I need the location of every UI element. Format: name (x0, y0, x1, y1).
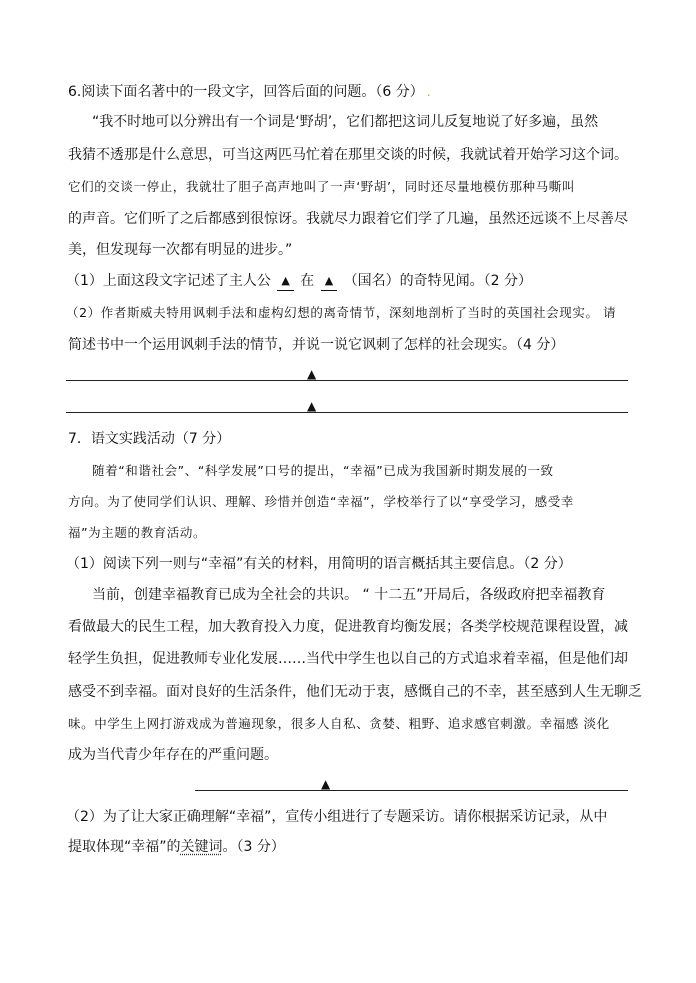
q7-sub2-line-1: （2）为了让大家正确理解“幸福”，宣传小组进行了专题采访。请你根据采访记录，从中 (66, 809, 608, 825)
q7-sub2-text-c: 。（3 分） (222, 839, 285, 855)
answer-blank-2[interactable] (321, 272, 337, 291)
q7-title: 7．语文实践活动（7 分） (68, 431, 231, 447)
q7-sub2-text-a: 提取体现“幸福”的 (68, 839, 181, 855)
q7-intro-line-2: 方向。为了使同学们认识、理解、珍惜并创造“幸福”，学校举行了以“享受学习，感受幸 (68, 494, 574, 509)
q6-sub2-line-1: （2）作者斯威夫特用讽刺手法和虚构幻想的离奇情节，深刻地剖析了当时的英国社会现实。 请 (66, 305, 617, 320)
q7-material-line-4: 感受不到幸福。面对良好的生活条件，他们无动于衷，感慨自己的不幸，甚至感到人生无聊乏 (68, 684, 642, 700)
q6-passage-line-1: “我不时地可以分辨出有一个词是‘野胡’，它们都把这词儿反复地说了好多遍，虽然 (92, 114, 599, 130)
q6-sub1-part1: （1）上面这段文字记述了主人公 (66, 273, 271, 289)
answer-mark: ▲ (321, 777, 331, 791)
answer-mark: ▲ (281, 274, 290, 287)
answer-line-q6-2[interactable] (66, 412, 628, 413)
q6-sub1-part3: （国名）的奇特见闻。（2 分） (343, 273, 533, 289)
q6-sub1 (66, 272, 632, 291)
q7-intro-line-3: 福”为主题的教育活动。 (68, 525, 207, 540)
q6-title: 6.阅读下面名著中的一段文字，回答后面的问题。（6 分） (68, 84, 424, 100)
q6-passage-line-2: 我猜不透那是什么意思，可当这两匹马忙着在那里交谈的时候，我就试着开始学习这个词。 (68, 147, 628, 163)
q7-material-line-5: 味。中学生上网打游戏成为普遍现象，很多人自私、贪婪、粗野、追求感官刺激。幸福感 淡化 (68, 716, 610, 731)
q6-sub1-part2: 在 (300, 273, 315, 289)
q6-passage-line-5: 美，但发现每一次都有明显的进步。” (68, 242, 293, 258)
q7-material-line-6: 成为当代青少年存在的严重问题。 (68, 747, 278, 763)
keyword-emphasis: 关键词 (180, 839, 223, 855)
answer-mark: ▲ (307, 399, 317, 413)
answer-mark: ▲ (307, 367, 317, 381)
q6-passage-line-4: 的声音。它们听了之后都感到很惊讶。我就尽力跟着它们学了几遍，虽然还远谈不上尽善尽 (68, 211, 628, 227)
q7-intro-line-1: 随着“和谐社会”、“科学发展”口号的提出，“幸福”已成为我国新时期发展的一致 (92, 463, 554, 478)
q7-material-line-1: 当前，创建幸福教育已成为全社会的共识。 “ 十二五”开局后，各级政府把幸福教育 (92, 587, 606, 603)
q6-title-line (68, 83, 634, 101)
q7-material-line-2: 看做最大的民生工程，加大教育投入力度，促进教育均衡发展；各类学校规范课程设置，减 (68, 619, 628, 635)
answer-line-q6-1[interactable] (66, 380, 628, 381)
answer-line-q7-1[interactable] (195, 790, 628, 791)
edit-marker: . (426, 85, 431, 99)
q7-sub1-title: （1）阅读下列一则与“幸福”有关的材料，用简明的语言概括其主要信息。（2 分） (66, 556, 572, 572)
q6-passage-line-3: 它们的交谈一停止，我就壮了胆子高声地叫了一声‘野胡’，同时还尽量地模仿那种马嘶叫 (68, 179, 575, 194)
answer-mark: ▲ (324, 274, 334, 287)
q7-sub2-line-2 (68, 838, 634, 856)
answer-blank-1[interactable] (277, 272, 293, 291)
q6-sub2-line-2: 简述书中一个运用讽刺手法的情节，并说一说它讽刺了怎样的社会现实。（4 分） (68, 337, 565, 353)
q7-material-line-3: 轻学生负担，促进教师专业化发展……当代中学生也以自己的方式追求着幸福，但是他们却 (68, 651, 628, 667)
